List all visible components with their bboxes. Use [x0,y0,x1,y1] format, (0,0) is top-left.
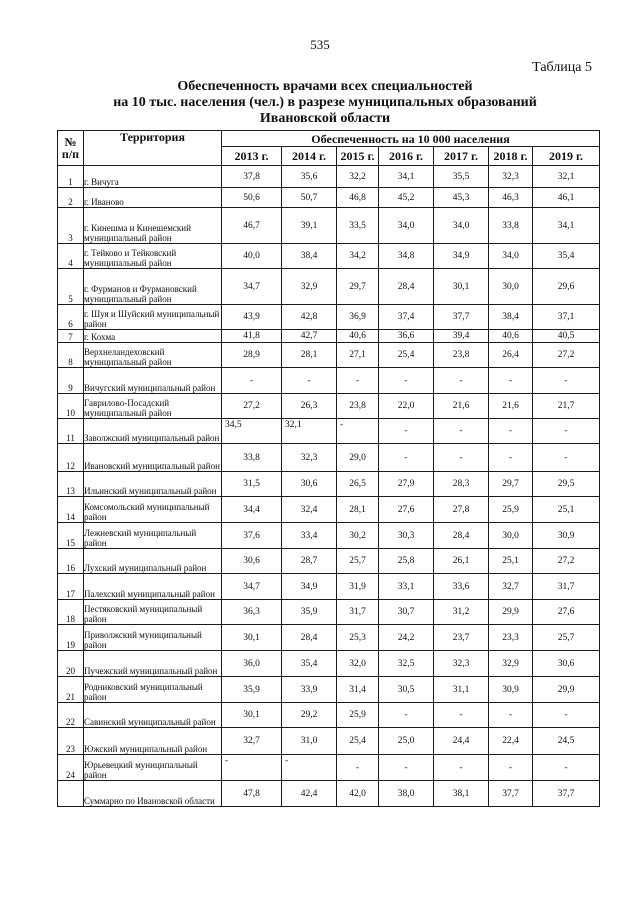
value-cell: 34,1 [533,208,600,244]
value-cell: 37,4 [379,305,434,330]
value-cell: 26,4 [489,343,533,368]
value-cell: 32,0 [337,651,379,677]
header-year: 2019 г. [533,147,600,166]
row-number: 11 [58,419,84,444]
row-number: 21 [58,677,84,703]
value-cell: 27,2 [222,394,282,419]
row-number: 6 [58,305,84,330]
value-cell: 24,2 [379,625,434,651]
value-cell: 34,8 [379,244,434,269]
header-group: Обеспеченность на 10 000 населения [222,131,600,147]
value-cell: 30,0 [489,523,533,549]
page-number: 535 [310,37,330,52]
value-cell: - [434,444,489,472]
value-cell: 27,6 [533,600,600,625]
value-cell: 35,5 [434,166,489,188]
row-number: 10 [58,394,84,419]
territory-name: г. Фурманов и Фурмановский муниципальный район [84,269,222,305]
value-cell: 37,7 [434,305,489,330]
value-cell: 36,0 [222,651,282,677]
value-cell: 42,4 [282,781,337,807]
row-number [58,781,84,807]
table-row [58,600,600,625]
table-row [58,188,600,208]
table-label: Таблица 5 [532,60,592,75]
row-number: 1 [58,166,84,188]
table-body [58,166,600,807]
value-cell: 31,7 [533,574,600,600]
value-cell: 31,9 [337,574,379,600]
territory-name: г. Кохма [84,330,222,343]
value-cell: 36,9 [337,305,379,330]
value-cell: 39,1 [282,208,337,244]
table-row [58,269,600,305]
value-cell: 30,1 [222,703,282,728]
header-year: 2017 г. [434,147,489,166]
value-cell: 40,0 [222,244,282,269]
value-cell: - [222,755,282,781]
value-cell: 29,5 [533,472,600,497]
value-cell: 32,5 [379,651,434,677]
value-cell: 34,0 [379,208,434,244]
value-cell: 25,1 [533,497,600,523]
value-cell: 31,7 [337,600,379,625]
row-number: 8 [58,343,84,368]
value-cell: 32,3 [489,166,533,188]
value-cell: 23,8 [434,343,489,368]
value-cell: 37,6 [222,523,282,549]
value-cell: 45,2 [379,188,434,208]
territory-name: Лежневский муниципальный район [84,523,222,549]
row-number: 14 [58,497,84,523]
value-cell: 31,1 [434,677,489,703]
territory-name: Комсомольский муниципальный район [84,497,222,523]
territory-name: Вичугский муниципальный район [84,368,222,394]
header-year: 2015 г. [337,147,379,166]
row-number: 5 [58,269,84,305]
value-cell: 30,0 [489,269,533,305]
header-year: 2013 г. [222,147,282,166]
value-cell: 30,6 [222,549,282,574]
value-cell: 34,1 [379,166,434,188]
value-cell: 21,7 [533,394,600,419]
value-cell: 29,7 [489,472,533,497]
value-cell: 38,4 [282,244,337,269]
value-cell: 30,2 [337,523,379,549]
value-cell: 27,8 [434,497,489,523]
row-number: 12 [58,444,84,472]
value-cell: 29,2 [282,703,337,728]
row-number: 2 [58,188,84,208]
value-cell: 30,5 [379,677,434,703]
table-row [58,625,600,651]
value-cell: 24,4 [434,728,489,755]
value-cell: 35,9 [222,677,282,703]
value-cell: 30,1 [222,625,282,651]
value-cell: - [379,444,434,472]
value-cell: - [533,368,600,394]
value-cell: 22,0 [379,394,434,419]
value-cell: 36,3 [222,600,282,625]
value-cell: 38,0 [379,781,434,807]
value-cell: 37,7 [533,781,600,807]
territory-name: Южский муниципальный район [84,728,222,755]
value-cell: 32,4 [282,497,337,523]
title-line: Обеспеченность врачами всех специальностей [177,79,473,94]
table-row [58,497,600,523]
value-cell: - [379,419,434,444]
value-cell: 29,9 [533,677,600,703]
value-cell: 42,8 [282,305,337,330]
value-cell: 29,6 [533,269,600,305]
value-cell: 28,3 [434,472,489,497]
value-cell: 25,1 [489,549,533,574]
table-row [58,208,600,244]
value-cell: - [533,703,600,728]
value-cell: 45,3 [434,188,489,208]
value-cell: 33,8 [489,208,533,244]
value-cell: - [282,368,337,394]
value-cell: 35,6 [282,166,337,188]
value-cell: - [337,755,379,781]
value-cell: 25,0 [379,728,434,755]
territory-name: г. Кинешма и Кинешемский муниципальный район [84,208,222,244]
value-cell: 35,9 [282,600,337,625]
value-cell: 28,7 [282,549,337,574]
value-cell: 46,8 [337,188,379,208]
value-cell: - [489,755,533,781]
value-cell: 23,7 [434,625,489,651]
value-cell: 25,4 [379,343,434,368]
table-row [58,755,600,781]
territory-name: г. Иваново [84,188,222,208]
header-num: № п/п [58,131,84,166]
value-cell: 25,8 [379,549,434,574]
header-year: 2016 г. [379,147,434,166]
value-cell: 26,5 [337,472,379,497]
value-cell: 50,6 [222,188,282,208]
territory-name: Суммарно по Ивановской области [84,781,222,807]
value-cell: 25,3 [337,625,379,651]
value-cell: 34,7 [222,574,282,600]
value-cell: - [222,368,282,394]
value-cell: 33,5 [337,208,379,244]
value-cell: 30,6 [282,472,337,497]
table-row [58,244,600,269]
value-cell: 32,1 [282,419,337,444]
table-row [58,781,600,807]
value-cell: 22,4 [489,728,533,755]
value-cell: 33,9 [282,677,337,703]
value-cell: 37,8 [222,166,282,188]
territory-name: Палехский муниципальный район [84,574,222,600]
value-cell: 32,1 [533,166,600,188]
value-cell: 34,9 [282,574,337,600]
value-cell: - [337,368,379,394]
value-cell: 28,9 [222,343,282,368]
value-cell: - [533,755,600,781]
value-cell: 21,6 [434,394,489,419]
value-cell: 25,7 [533,625,600,651]
value-cell: 27,6 [379,497,434,523]
value-cell: 30,9 [533,523,600,549]
value-cell: 32,3 [434,651,489,677]
row-number: 22 [58,703,84,728]
value-cell: 25,4 [337,728,379,755]
value-cell: - [337,419,379,444]
value-cell: - [489,419,533,444]
value-cell: 40,6 [489,330,533,343]
territory-name: Лухский муниципальный район [84,549,222,574]
row-number: 9 [58,368,84,394]
value-cell: 28,1 [337,497,379,523]
table-row [58,444,600,472]
table-row [58,305,600,330]
value-cell: 34,0 [489,244,533,269]
provision-table [57,130,600,807]
value-cell: 35,4 [533,244,600,269]
row-number: 4 [58,244,84,269]
value-cell: 27,2 [533,343,600,368]
value-cell: 42,7 [282,330,337,343]
table-row [58,549,600,574]
value-cell: - [434,755,489,781]
value-cell: - [379,368,434,394]
row-number: 23 [58,728,84,755]
header-year: 2018 г. [489,147,533,166]
value-cell: 30,9 [489,677,533,703]
value-cell: 29,9 [489,600,533,625]
territory-name: Верхнеландеховский муниципальный район [84,343,222,368]
table-row [58,368,600,394]
value-cell: 27,2 [533,549,600,574]
table-row [58,728,600,755]
value-cell: 31,5 [222,472,282,497]
value-cell: 38,1 [434,781,489,807]
value-cell: 34,7 [222,269,282,305]
table-row [58,419,600,444]
value-cell: 30,7 [379,600,434,625]
value-cell: 46,7 [222,208,282,244]
value-cell: 46,1 [533,188,600,208]
value-cell: 34,9 [434,244,489,269]
value-cell: 38,4 [489,305,533,330]
value-cell: - [533,419,600,444]
value-cell: 32,9 [282,269,337,305]
value-cell: 26,3 [282,394,337,419]
row-number: 24 [58,755,84,781]
value-cell: 25,9 [489,497,533,523]
value-cell: 30,1 [434,269,489,305]
value-cell: 31,2 [434,600,489,625]
header-year: 2014 г. [282,147,337,166]
value-cell: 34,5 [222,419,282,444]
table-row [58,343,600,368]
territory-name: Савинский муниципальный район [84,703,222,728]
value-cell: 33,1 [379,574,434,600]
title-line: на 10 тыс. населения (чел.) в разрезе муниципальных образований [113,95,537,110]
territory-name: Пучежский муниципальный район [84,651,222,677]
value-cell: 50,7 [282,188,337,208]
value-cell: - [489,703,533,728]
row-number: 16 [58,549,84,574]
value-cell: 32,7 [489,574,533,600]
value-cell: 31,4 [337,677,379,703]
value-cell: 28,4 [379,269,434,305]
row-number: 13 [58,472,84,497]
value-cell: 31,0 [282,728,337,755]
value-cell: 30,3 [379,523,434,549]
territory-name: Приволжский муниципальный район [84,625,222,651]
value-cell: 29,7 [337,269,379,305]
table-row [58,677,600,703]
value-cell: 23,3 [489,625,533,651]
title-line: Ивановской области [259,111,391,126]
value-cell: - [434,419,489,444]
row-number: 17 [58,574,84,600]
value-cell: 25,9 [337,703,379,728]
table-row [58,166,600,188]
value-cell: 35,4 [282,651,337,677]
value-cell: 28,4 [282,625,337,651]
value-cell: 26,1 [434,549,489,574]
value-cell: 30,6 [533,651,600,677]
territory-name: Юрьевецкий муниципальный район [84,755,222,781]
territory-name: Ивановский муниципальный район [84,444,222,472]
row-number: 7 [58,330,84,343]
value-cell: 40,6 [337,330,379,343]
row-number: 15 [58,523,84,549]
territory-name: Заволжский муниципальный район [84,419,222,444]
value-cell: 33,8 [222,444,282,472]
value-cell: 24,5 [533,728,600,755]
value-cell: 25,7 [337,549,379,574]
value-cell: 41,8 [222,330,282,343]
value-cell: - [434,703,489,728]
table-row [58,574,600,600]
row-number: 19 [58,625,84,651]
value-cell: 33,6 [434,574,489,600]
value-cell: 39,4 [434,330,489,343]
value-cell: 37,7 [489,781,533,807]
value-cell: 36,6 [379,330,434,343]
value-cell: 47,8 [222,781,282,807]
territory-name: г. Вичуга [84,166,222,188]
table-row [58,703,600,728]
value-cell: 32,7 [222,728,282,755]
territory-name: Ильинский муниципальный район [84,472,222,497]
value-cell: - [489,368,533,394]
territory-name: Родниковский муниципальный район [84,677,222,703]
value-cell: 34,0 [434,208,489,244]
row-number: 3 [58,208,84,244]
territory-name: г. Шуя и Шуйский муниципальный район [84,305,222,330]
value-cell: - [434,368,489,394]
territory-name: Пестяковский муниципальный район [84,600,222,625]
value-cell: 32,3 [282,444,337,472]
value-cell: 21,6 [489,394,533,419]
value-cell: 43,9 [222,305,282,330]
territory-name: Гаврилово-Посадский муниципальный район [84,394,222,419]
value-cell: 34,2 [337,244,379,269]
table-title [60,79,590,127]
value-cell: 42,0 [337,781,379,807]
value-cell: 28,4 [434,523,489,549]
table-row [58,651,600,677]
value-cell: 27,1 [337,343,379,368]
row-number: 18 [58,600,84,625]
value-cell: 32,9 [489,651,533,677]
territory-name: г. Тейково и Тейковский муниципальный район [84,244,222,269]
value-cell: 28,1 [282,343,337,368]
value-cell: - [379,755,434,781]
value-cell: 40,5 [533,330,600,343]
value-cell: - [533,444,600,472]
table-row [58,472,600,497]
value-cell: 46,3 [489,188,533,208]
value-cell: 32,2 [337,166,379,188]
row-number: 20 [58,651,84,677]
value-cell: 23,8 [337,394,379,419]
value-cell: - [489,444,533,472]
table-row [58,523,600,549]
value-cell: - [282,755,337,781]
value-cell: 27,9 [379,472,434,497]
value-cell: 37,1 [533,305,600,330]
header-territory: Территория [84,131,222,166]
value-cell: 29,0 [337,444,379,472]
value-cell: 34,4 [222,497,282,523]
table-row [58,330,600,343]
value-cell: - [379,703,434,728]
value-cell: 33,4 [282,523,337,549]
table-row [58,394,600,419]
